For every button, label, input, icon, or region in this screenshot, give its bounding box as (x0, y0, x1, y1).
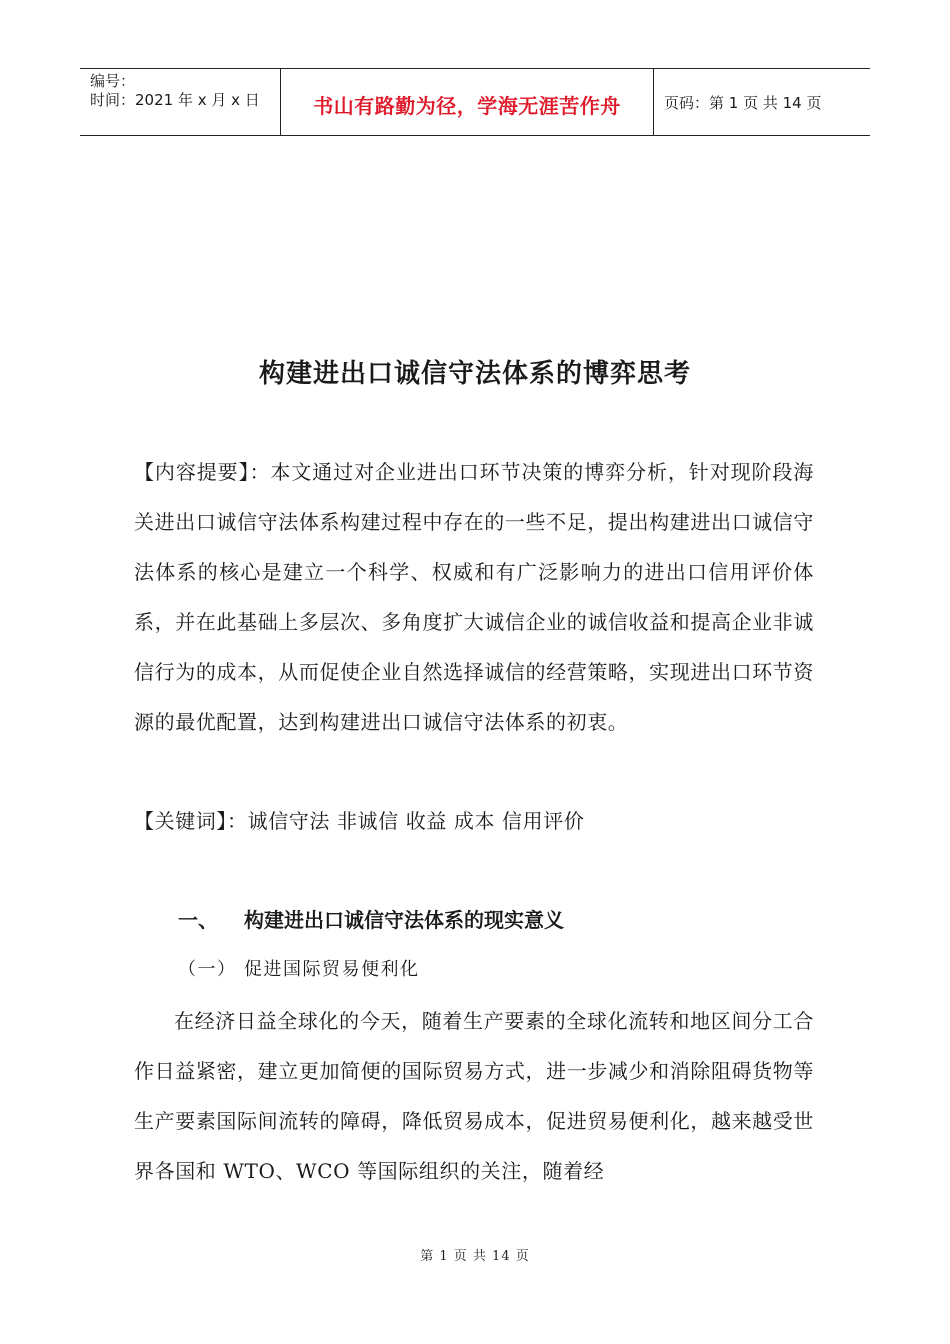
header-motto: 书山有路勤为径，学海无涯苦作舟 (313, 93, 621, 118)
body-paragraph: 在经济日益全球化的今天，随着生产要素的全球化流转和地区间分工合作日益紧密，建立更加简便的国际贸易方式，进一步减少和消除阻碍货物等生产要素国际间流转的障碍，降低贸易成本，促进贸易便利化，越来越受世界各国和 WTO、WCO 等国际组织的关注，随着经 (134, 1009, 814, 1183)
section-number: 一、 (178, 908, 218, 932)
date-label: 时间：2021 年 x 月 x 日 (90, 91, 260, 109)
header-motto-cell (281, 69, 654, 135)
section-title: 构建进出口诚信守法体系的现实意义 (244, 908, 564, 932)
page-footer: 第 1 页 共 14 页 (420, 1249, 530, 1264)
header-info-cell (80, 69, 281, 135)
subsection-number: （一） (178, 959, 237, 980)
section-heading (178, 898, 564, 942)
keywords-line: 【关键词】：诚信守法 非诚信 收益 成本 信用评价 (134, 809, 585, 833)
header-page-cell (654, 69, 870, 135)
header-page-label: 页码：第 1 页 共 14 页 (664, 93, 822, 112)
serial-number-label: 编号： (90, 72, 136, 90)
subsection-heading (178, 950, 420, 990)
page-header (80, 68, 870, 136)
abstract-paragraph: 【内容提要】：本文通过对企业进出口环节决策的博弈分析，针对现阶段海关进出口诚信守法体系构建过程中存在的一些不足，提出构建进出口诚信守法体系的核心是建立一个科学、权威和有广泛影响力的进出口信用评价体系，并在此基础上多层次、多角度扩大诚信企业的诚信收益和提高企业非诚信行为的成本，从而促使企业自然选择诚信的经营策略，实现进出口环节资源的最优配置，达到构建进出口诚信守法体系的初衷。 (134, 460, 814, 734)
subsection-title: 促进国际贸易便利化 (244, 959, 420, 980)
document-title: 构建进出口诚信守法体系的博弈思考 (258, 359, 691, 389)
